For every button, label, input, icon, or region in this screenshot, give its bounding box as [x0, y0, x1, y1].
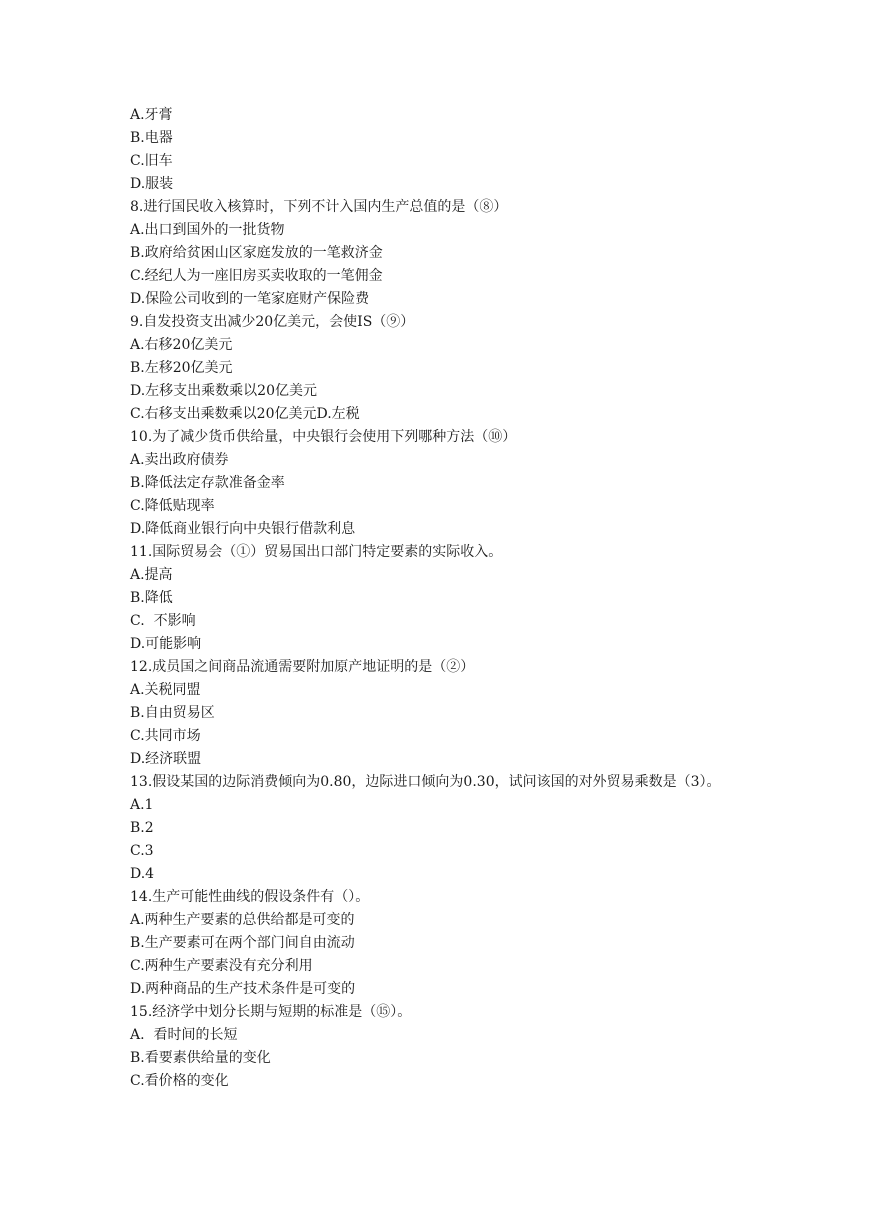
- option-line: C.经纪人为一座旧房买卖收取的一笔佣金: [130, 268, 383, 284]
- option-line: A.关税同盟: [130, 682, 201, 698]
- option-line: A.两种生产要素的总供给都是可变的: [130, 912, 355, 928]
- question-14: 14.生产可能性曲线的假设条件有（）。: [130, 889, 370, 905]
- option-line: B.2: [130, 820, 154, 836]
- option-line: D.可能影响: [130, 636, 202, 652]
- option-line: A.出口到国外的一批货物: [130, 222, 285, 238]
- option-line: C.旧车: [130, 153, 173, 169]
- option-line: C.降低贴现率: [130, 498, 215, 514]
- option-line: C. 不影响: [130, 613, 196, 629]
- option-line: C.3: [130, 843, 154, 859]
- option-line: B.降低: [130, 590, 173, 606]
- option-line: C.看价格的变化: [130, 1073, 229, 1089]
- option-line: A.卖出政府债券: [130, 452, 229, 468]
- question-9: 9.自发投资支出减少20亿美元，会使IS（⑨）: [130, 314, 415, 330]
- option-line: A.1: [130, 797, 154, 813]
- question-12: 12.成员国之间商品流通需要附加原产地证明的是（②）: [130, 659, 475, 675]
- option-line: D.降低商业银行向中央银行借款利息: [130, 521, 356, 537]
- option-line: C.右移支出乘数乘以20亿美元D.左税: [130, 406, 360, 422]
- option-line: D.左移支出乘数乘以20亿美元: [130, 383, 317, 399]
- option-line: B.左移20亿美元: [130, 360, 233, 376]
- question-13: 13.假设某国的边际消费倾向为0.80，边际进口倾向为0.30，试问该国的对外贸易乘数是（3）。: [130, 774, 721, 790]
- option-line: A.提高: [130, 567, 173, 583]
- question-8: 8.进行国民收入核算时，下列不计入国内生产总值的是（⑧）: [130, 199, 508, 215]
- option-line: D.保险公司收到的一笔家庭财产保险费: [130, 291, 370, 307]
- option-line: D.4: [130, 866, 155, 882]
- option-line: A.牙膏: [130, 107, 173, 123]
- option-line: A.右移20亿美元: [130, 337, 233, 353]
- option-line: D.经济联盟: [130, 751, 202, 767]
- question-10: 10.为了减少货币供给量，中央银行会使用下列哪种方法（⑩）: [130, 429, 517, 445]
- option-line: C.两种生产要素没有充分利用: [130, 958, 313, 974]
- document-page: [130, 104, 770, 1093]
- option-line: B.生产要素可在两个部门间自由流动: [130, 935, 355, 951]
- option-line: B.自由贸易区: [130, 705, 215, 721]
- option-line: B.降低法定存款准备金率: [130, 475, 285, 491]
- option-line: A. 看时间的长短: [130, 1027, 238, 1043]
- option-line: D.服装: [130, 176, 174, 192]
- option-line: C.共同市场: [130, 728, 201, 744]
- question-11: 11.国际贸易会（①）贸易国出口部门特定要素的实际收入。: [130, 544, 503, 560]
- question-15: 15.经济学中划分长期与短期的标准是（⑮）。: [130, 1004, 412, 1020]
- option-line: D.两种商品的生产技术条件是可变的: [130, 981, 356, 997]
- option-line: B.政府给贫困山区家庭发放的一笔救济金: [130, 245, 383, 261]
- option-line: B.电器: [130, 130, 173, 146]
- option-line: B.看要素供给量的变化: [130, 1050, 271, 1066]
